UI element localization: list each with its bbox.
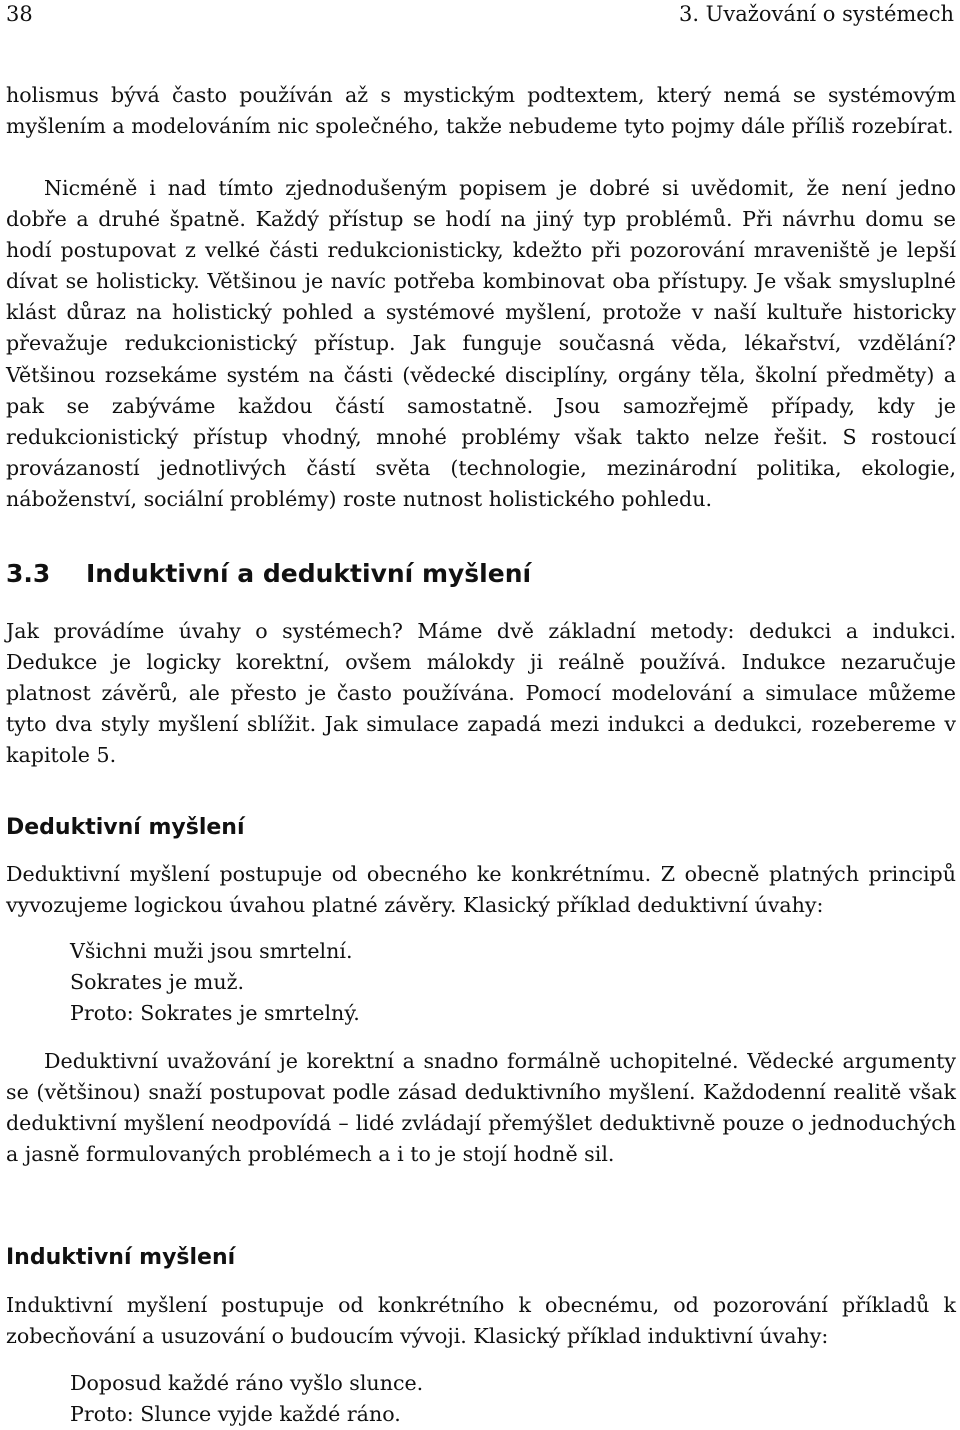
section-heading [6, 558, 531, 590]
example-line: Všichni muži jsou smrtelní. [70, 939, 353, 963]
paragraph-deductive-discussion: Deduktivní uvažování je korektní a snadno formálně uchopitelné. Vědecké argumenty se (většinou) snaží postupovat podle zásad deduktivního myšlení. Každodenní realitě však deduktivní myšlení neodpovídá – lidé zvládají přemýšlet deduktivně pouze o jednoduchých a jasně formulovaných problémech a i to je stojí hodně sil. [6, 1049, 956, 1167]
deductive-example [70, 936, 360, 1029]
example-line: Proto: Sokrates je smrtelný. [70, 1001, 360, 1026]
paragraph-section-intro: Jak provádíme úvahy o systémech? Máme dvě základní metody: dedukci a indukci. Dedukce je logicky korektní, ovšem málokdy ji reálně používá. Indukce nezaručuje platnost závěrů, ale přesto je často používána. Pomocí modelování a simulace můžeme tyto dva styly myšlení sblížit. Jak simulace zapadá mezi indukci a dedukci, rozebereme v kapitole 5. [6, 619, 956, 768]
running-chapter-title: 3. Uvažování o systémech [678, 2, 954, 26]
subsection-heading-inductive: Induktivní myšlení [6, 1245, 236, 1270]
example-line: Proto: Slunce vyjde každé ráno. [70, 1402, 401, 1427]
running-header [6, 0, 954, 28]
example-line: Doposud každé ráno vyšlo slunce. [70, 1371, 424, 1395]
inductive-example [70, 1368, 423, 1430]
subsection-heading-deductive: Deduktivní myšlení [6, 815, 245, 840]
example-line: Sokrates je muž. [70, 970, 244, 995]
paragraph-inductive-definition: Induktivní myšlení postupuje od konkrétního k obecnému, od pozorování příkladů k zobecňování a usuzování o budoucím vývoji. Klasický příklad induktivní úvahy: [6, 1293, 956, 1349]
section-number: 3.3 [6, 559, 51, 588]
paragraph-holism-continuation: holismus bývá často používán až s mystickým podtextem, který nemá se systémovým myšlením a modelováním nic společného, takže nebudeme tyto pojmy dále příliš rozebírat. [6, 83, 956, 139]
paragraph-deductive-definition: Deduktivní myšlení postupuje od obecného ke konkrétnímu. Z obecně platných principů vyvozujeme logickou úvahou platné závěry. Klasický příklad deduktivní úvahy: [6, 862, 956, 918]
paragraph-approaches: Nicméně i nad tímto zjednodušeným popisem je dobré si uvědomit, že není jedno dobře a druhé špatně. Každý přístup se hodí na jiný typ problémů. Při návrhu domu se hodí postupovat z velké části redukcionisticky, kdežto při pozorování mraveniště je lepší dívat se holisticky. Většinou je navíc potřeba kombinovat oba přístupy. Je však smysluplné klást důraz na holistický pohled a systémové myšlení, protože v naší kultuře historicky převažuje redukcionistický přístup. Jak funguje současná věda, lékařství, vzdělání? Většinou rozsekáme systém na části (vědecké disciplíny, orgány těla, školní předměty) a pak se zabýváme každou částí samostatně. Jsou samozřejmě případy, kdy je redukcionistický přístup vhodný, mnohé problémy však takto nelze řešit. S rostoucí provázaností jednotlivých částí světa (technologie, mezinárodní politika, ekologie, náboženství, sociální problémy) roste nutnost holistického pohledu. [6, 176, 956, 511]
section-title: Induktivní a deduktivní myšlení [86, 559, 532, 588]
page-number: 38 [6, 2, 33, 26]
